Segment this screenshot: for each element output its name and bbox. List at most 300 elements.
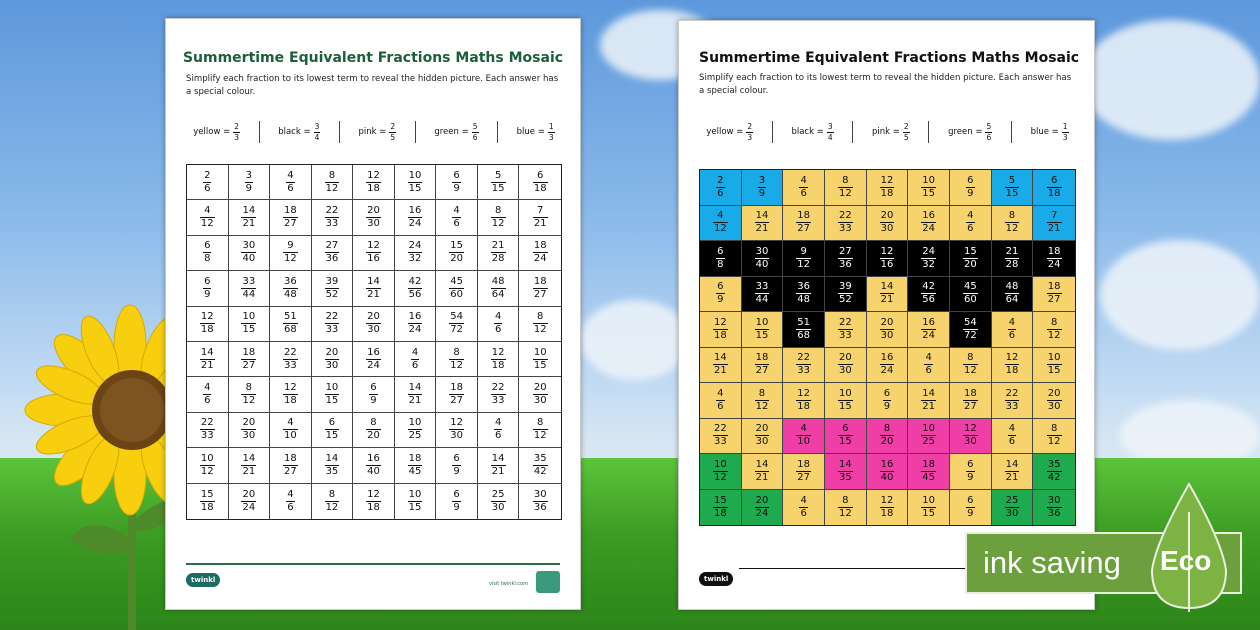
fraction bbox=[796, 247, 811, 270]
fraction bbox=[283, 418, 298, 441]
numerator: 6 bbox=[537, 169, 544, 181]
key-label: black = bbox=[278, 127, 311, 137]
grid-cell bbox=[950, 383, 992, 419]
grid-cell bbox=[478, 377, 520, 412]
denominator: 44 bbox=[242, 288, 256, 300]
fraction bbox=[713, 460, 728, 483]
numerator: 4 bbox=[204, 205, 211, 217]
fraction bbox=[494, 312, 502, 335]
fraction bbox=[241, 241, 256, 264]
fraction-grid-coloured bbox=[699, 169, 1076, 526]
numerator: 6 bbox=[717, 281, 724, 293]
numerator: 45 bbox=[963, 281, 977, 293]
numerator: 15 bbox=[450, 240, 463, 252]
numerator: 4 bbox=[800, 494, 807, 506]
grid-cell bbox=[783, 170, 825, 206]
denominator: 33 bbox=[838, 223, 852, 235]
grid-cell bbox=[825, 170, 867, 206]
denominator: 3 bbox=[1062, 132, 1068, 142]
denominator: 12 bbox=[963, 365, 977, 377]
grid-cell bbox=[519, 236, 561, 271]
cloud bbox=[1100, 240, 1260, 350]
numerator: 24 bbox=[922, 245, 936, 257]
fraction bbox=[1005, 496, 1020, 519]
grid-cell bbox=[700, 206, 742, 242]
denominator: 21 bbox=[242, 218, 256, 230]
numerator: 12 bbox=[880, 174, 894, 186]
grid-cell bbox=[700, 241, 742, 277]
grid-cell bbox=[950, 348, 992, 384]
denominator: 4 bbox=[827, 132, 833, 142]
grid-cell bbox=[187, 377, 229, 412]
numerator: 16 bbox=[922, 316, 936, 328]
numerator: 18 bbox=[533, 275, 547, 287]
worksheet-title: Summertime Equivalent Fractions Maths Mosaic bbox=[182, 50, 564, 66]
grid-cell bbox=[436, 307, 478, 342]
numerator: 8 bbox=[883, 423, 891, 435]
key-item bbox=[872, 123, 910, 141]
fraction bbox=[241, 348, 256, 371]
denominator: 27 bbox=[450, 395, 463, 407]
grid-cell bbox=[270, 307, 312, 342]
fraction bbox=[799, 496, 807, 519]
grid-cell bbox=[1033, 241, 1075, 277]
numerator: 10 bbox=[200, 452, 214, 464]
fraction bbox=[963, 353, 978, 376]
fraction bbox=[366, 312, 381, 335]
fraction bbox=[408, 206, 423, 229]
fraction bbox=[233, 123, 240, 141]
grid-cell bbox=[992, 312, 1034, 348]
numerator: 12 bbox=[367, 240, 380, 252]
denominator: 36 bbox=[1047, 507, 1061, 519]
fraction bbox=[325, 277, 340, 300]
sunflower-image bbox=[0, 290, 185, 630]
numerator: 4 bbox=[287, 488, 294, 500]
numerator: 12 bbox=[491, 346, 505, 358]
grid-cell bbox=[270, 342, 312, 377]
numerator: 39 bbox=[325, 275, 339, 287]
fraction bbox=[921, 211, 936, 234]
key-label: green = bbox=[948, 127, 983, 137]
footer-divider bbox=[186, 563, 560, 565]
numerator: 33 bbox=[242, 275, 256, 287]
fraction bbox=[408, 418, 423, 441]
denominator: 9 bbox=[453, 182, 460, 194]
fraction bbox=[966, 176, 974, 199]
numerator: 8 bbox=[967, 352, 974, 364]
numerator: 14 bbox=[922, 387, 936, 399]
denominator: 9 bbox=[883, 400, 891, 412]
twinkl-logo: twinkl bbox=[186, 573, 220, 587]
numerator: 8 bbox=[537, 417, 544, 429]
grid-cell bbox=[229, 377, 271, 412]
numerator: 6 bbox=[967, 458, 974, 470]
grid-cell bbox=[436, 448, 478, 483]
fraction bbox=[366, 241, 381, 264]
denominator: 27 bbox=[284, 465, 297, 477]
denominator: 30 bbox=[838, 365, 852, 377]
denominator: 60 bbox=[963, 294, 977, 306]
grid-cell bbox=[519, 307, 561, 342]
denominator: 6 bbox=[967, 223, 974, 235]
denominator: 15 bbox=[1047, 365, 1061, 377]
fraction bbox=[203, 277, 211, 300]
grid-cell bbox=[270, 377, 312, 412]
denominator: 35 bbox=[325, 465, 339, 477]
numerator: 3 bbox=[758, 174, 766, 186]
denominator: 6 bbox=[986, 132, 992, 142]
numerator: 4 bbox=[204, 382, 211, 394]
denominator: 15 bbox=[755, 329, 769, 341]
denominator: 6 bbox=[717, 400, 724, 412]
grid-cell bbox=[395, 484, 437, 519]
fraction bbox=[533, 312, 548, 335]
grid-cell bbox=[229, 484, 271, 519]
fraction bbox=[241, 312, 256, 335]
grid-cell bbox=[478, 448, 520, 483]
grid-cell bbox=[700, 490, 742, 526]
denominator: 24 bbox=[242, 501, 256, 513]
denominator: 20 bbox=[367, 430, 380, 442]
numerator: 36 bbox=[797, 281, 811, 293]
denominator: 12 bbox=[533, 324, 547, 336]
grid-cell bbox=[270, 236, 312, 271]
grid-cell bbox=[395, 307, 437, 342]
denominator: 12 bbox=[325, 501, 339, 513]
grid-cell bbox=[270, 200, 312, 235]
grid-cell bbox=[478, 165, 520, 200]
fraction bbox=[452, 171, 460, 194]
grid-cell bbox=[353, 236, 395, 271]
grid-cell bbox=[908, 277, 950, 313]
fraction bbox=[200, 206, 215, 229]
fraction bbox=[449, 241, 464, 264]
fraction bbox=[452, 454, 460, 477]
grid-cell bbox=[1033, 312, 1075, 348]
denominator: 42 bbox=[1047, 471, 1061, 483]
grid-cell bbox=[908, 490, 950, 526]
denominator: 15 bbox=[1005, 187, 1019, 199]
denominator: 12 bbox=[200, 465, 214, 477]
denominator: 6 bbox=[925, 365, 932, 377]
denominator: 8 bbox=[204, 253, 211, 265]
denominator: 32 bbox=[408, 253, 422, 265]
key-divider bbox=[259, 121, 260, 143]
fraction bbox=[1062, 123, 1069, 141]
numerator: 22 bbox=[838, 210, 852, 222]
fraction bbox=[966, 496, 974, 519]
numerator: 20 bbox=[242, 488, 256, 500]
denominator: 30 bbox=[963, 436, 977, 448]
key-label: black = bbox=[791, 127, 824, 137]
fraction bbox=[200, 490, 215, 513]
numerator: 16 bbox=[367, 452, 380, 464]
worksheet-instructions: Simplify each fraction to its lowest term to reveal the hidden picture. Each answer has a special colour. bbox=[186, 74, 559, 97]
denominator: 33 bbox=[491, 395, 505, 407]
numerator: 2 bbox=[747, 122, 753, 131]
grid-cell bbox=[783, 277, 825, 313]
grid-cell bbox=[1033, 454, 1075, 490]
denominator: 18 bbox=[1005, 365, 1019, 377]
fraction bbox=[533, 490, 548, 513]
fraction bbox=[283, 206, 298, 229]
numerator: 4 bbox=[800, 174, 807, 186]
denominator: 60 bbox=[450, 288, 463, 300]
denominator: 30 bbox=[242, 430, 256, 442]
grid-cell bbox=[312, 377, 354, 412]
denominator: 28 bbox=[1005, 258, 1019, 270]
grid-cell bbox=[992, 277, 1034, 313]
numerator: 12 bbox=[713, 316, 727, 328]
numerator: 12 bbox=[284, 382, 297, 394]
grid-cell bbox=[742, 206, 784, 242]
denominator: 33 bbox=[325, 324, 339, 336]
numerator: 14 bbox=[755, 210, 769, 222]
numerator: 6 bbox=[1050, 174, 1058, 186]
denominator: 12 bbox=[242, 395, 256, 407]
grid-cell bbox=[950, 454, 992, 490]
fraction bbox=[533, 241, 548, 264]
grid-cell bbox=[1033, 490, 1075, 526]
numerator: 18 bbox=[963, 387, 977, 399]
grid-cell bbox=[908, 170, 950, 206]
fraction bbox=[796, 353, 811, 376]
denominator: 15 bbox=[838, 436, 852, 448]
denominator: 12 bbox=[533, 430, 547, 442]
colour-key bbox=[697, 121, 1078, 143]
grid-cell bbox=[312, 342, 354, 377]
worksheet-instructions: Simplify each fraction to its lowest term to reveal the hidden picture. Each answer has a special colour. bbox=[699, 73, 1072, 96]
numerator: 6 bbox=[453, 452, 460, 464]
fraction bbox=[1047, 282, 1062, 305]
denominator: 18 bbox=[880, 507, 894, 519]
grid-cell bbox=[478, 484, 520, 519]
denominator: 45 bbox=[408, 465, 422, 477]
denominator: 56 bbox=[922, 294, 936, 306]
fraction bbox=[838, 389, 853, 412]
grid-cell bbox=[867, 419, 909, 455]
fraction bbox=[880, 496, 895, 519]
fraction bbox=[755, 389, 770, 412]
numerator: 7 bbox=[1050, 210, 1058, 222]
fraction bbox=[533, 348, 548, 371]
numerator: 4 bbox=[287, 169, 294, 181]
grid-cell bbox=[187, 200, 229, 235]
numerator: 12 bbox=[450, 417, 463, 429]
denominator: 15 bbox=[838, 400, 852, 412]
numerator: 14 bbox=[838, 458, 852, 470]
fraction bbox=[1047, 424, 1062, 447]
fraction bbox=[716, 389, 724, 412]
fraction bbox=[283, 241, 298, 264]
denominator: 24 bbox=[367, 359, 380, 371]
numerator: 10 bbox=[533, 346, 547, 358]
denominator: 15 bbox=[533, 359, 547, 371]
numerator: 2 bbox=[234, 122, 240, 131]
fraction bbox=[963, 282, 978, 305]
denominator: 21 bbox=[491, 465, 505, 477]
numerator: 20 bbox=[533, 382, 547, 394]
fraction bbox=[1047, 211, 1062, 234]
numerator: 12 bbox=[367, 488, 380, 500]
grid-cell bbox=[908, 348, 950, 384]
key-divider bbox=[339, 121, 340, 143]
fraction bbox=[325, 241, 340, 264]
denominator: 24 bbox=[408, 218, 422, 230]
denominator: 9 bbox=[967, 471, 974, 483]
denominator: 9 bbox=[245, 182, 253, 194]
fraction bbox=[491, 206, 506, 229]
grid-cell bbox=[229, 413, 271, 448]
grid-cell bbox=[783, 312, 825, 348]
fraction bbox=[366, 171, 381, 194]
fraction bbox=[838, 460, 853, 483]
twinkl-logo: twinkl bbox=[699, 572, 733, 586]
numerator: 18 bbox=[450, 382, 463, 394]
numerator: 22 bbox=[838, 316, 852, 328]
grid-cell bbox=[867, 312, 909, 348]
grid-cell bbox=[187, 448, 229, 483]
fraction bbox=[963, 389, 978, 412]
denominator: 12 bbox=[713, 223, 727, 235]
fraction bbox=[880, 318, 895, 341]
fraction bbox=[880, 282, 895, 305]
fraction bbox=[1047, 318, 1062, 341]
numerator: 48 bbox=[1005, 281, 1019, 293]
fraction bbox=[1008, 424, 1016, 447]
denominator: 20 bbox=[880, 436, 894, 448]
grid-cell bbox=[270, 165, 312, 200]
numerator: 20 bbox=[242, 417, 256, 429]
denominator: 8 bbox=[717, 258, 724, 270]
denominator: 27 bbox=[242, 359, 256, 371]
numerator: 20 bbox=[1047, 387, 1061, 399]
key-label: yellow = bbox=[193, 127, 231, 137]
numerator: 18 bbox=[1047, 281, 1061, 293]
denominator: 10 bbox=[284, 430, 297, 442]
fraction bbox=[716, 247, 724, 270]
grid-cell bbox=[395, 271, 437, 306]
numerator: 8 bbox=[537, 311, 544, 323]
numerator: 27 bbox=[325, 240, 339, 252]
denominator: 18 bbox=[713, 507, 727, 519]
fraction bbox=[533, 206, 548, 229]
denominator: 30 bbox=[491, 501, 505, 513]
numerator: 4 bbox=[717, 210, 724, 222]
numerator: 6 bbox=[204, 275, 211, 287]
grid-cell bbox=[950, 490, 992, 526]
grid-cell bbox=[270, 484, 312, 519]
grid-cell bbox=[783, 383, 825, 419]
grid-cell bbox=[908, 419, 950, 455]
denominator: 44 bbox=[755, 294, 769, 306]
fraction bbox=[241, 418, 256, 441]
cloud bbox=[1080, 20, 1260, 140]
grid-cell bbox=[395, 165, 437, 200]
grid-cell bbox=[187, 484, 229, 519]
numerator: 42 bbox=[408, 275, 422, 287]
fraction bbox=[200, 418, 215, 441]
grid-cell bbox=[950, 419, 992, 455]
fraction bbox=[200, 348, 215, 371]
fraction bbox=[716, 176, 724, 199]
denominator: 33 bbox=[797, 365, 811, 377]
grid-cell bbox=[312, 200, 354, 235]
denominator: 12 bbox=[200, 218, 214, 230]
grid-cell bbox=[1033, 383, 1075, 419]
grid-cell bbox=[700, 277, 742, 313]
denominator: 18 bbox=[200, 324, 214, 336]
numerator: 16 bbox=[922, 210, 936, 222]
denominator: 36 bbox=[533, 501, 547, 513]
fraction bbox=[758, 176, 766, 199]
grid-cell bbox=[312, 165, 354, 200]
numerator: 4 bbox=[494, 417, 502, 429]
numerator: 10 bbox=[408, 488, 422, 500]
numerator: 20 bbox=[880, 316, 894, 328]
fraction bbox=[366, 454, 381, 477]
fraction bbox=[921, 176, 936, 199]
grid-cell bbox=[1033, 206, 1075, 242]
grid-cell bbox=[312, 413, 354, 448]
numerator: 42 bbox=[922, 281, 936, 293]
fraction bbox=[325, 206, 340, 229]
denominator: 18 bbox=[533, 182, 547, 194]
denominator: 64 bbox=[491, 288, 505, 300]
numerator: 30 bbox=[755, 245, 769, 257]
grid-cell bbox=[950, 170, 992, 206]
fraction bbox=[921, 318, 936, 341]
numerator: 3 bbox=[245, 169, 253, 181]
key-item bbox=[434, 123, 478, 141]
denominator: 12 bbox=[325, 182, 339, 194]
fraction bbox=[755, 282, 770, 305]
fraction bbox=[241, 206, 256, 229]
grid-cell bbox=[908, 454, 950, 490]
grid-cell bbox=[742, 490, 784, 526]
denominator: 33 bbox=[200, 430, 214, 442]
numerator: 20 bbox=[325, 346, 339, 358]
fraction bbox=[713, 496, 728, 519]
denominator: 27 bbox=[1047, 294, 1061, 306]
fraction bbox=[1047, 389, 1062, 412]
numerator: 16 bbox=[880, 458, 894, 470]
denominator: 40 bbox=[242, 253, 256, 265]
numerator: 20 bbox=[838, 352, 852, 364]
denominator: 24 bbox=[755, 507, 769, 519]
grid-cell bbox=[867, 277, 909, 313]
denominator: 15 bbox=[408, 182, 422, 194]
key-item bbox=[193, 123, 240, 141]
fraction bbox=[325, 454, 340, 477]
numerator: 35 bbox=[1047, 458, 1061, 470]
fraction bbox=[1008, 318, 1016, 341]
numerator: 6 bbox=[453, 488, 460, 500]
denominator: 15 bbox=[242, 324, 256, 336]
numerator: 5 bbox=[494, 169, 502, 181]
denominator: 18 bbox=[797, 400, 811, 412]
fraction bbox=[799, 176, 807, 199]
numerator: 6 bbox=[967, 494, 974, 506]
grid-cell bbox=[312, 271, 354, 306]
numerator: 4 bbox=[494, 311, 502, 323]
fraction bbox=[921, 496, 936, 519]
grid-cell bbox=[992, 490, 1034, 526]
fraction bbox=[1005, 389, 1020, 412]
fraction bbox=[283, 454, 298, 477]
grid-cell bbox=[312, 236, 354, 271]
